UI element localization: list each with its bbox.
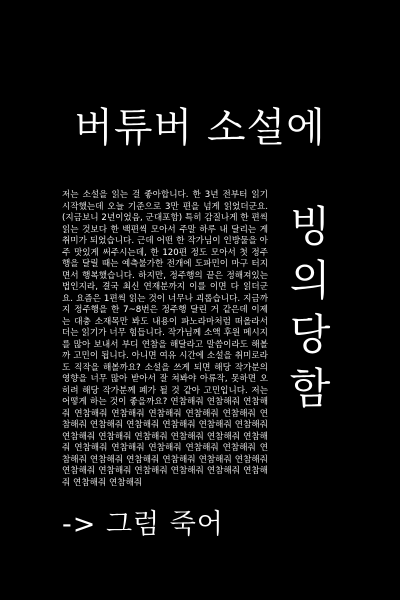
vertical-title-char: 빙: [289, 202, 331, 251]
vertical-title-char: 당: [289, 310, 331, 359]
vertical-title-char: 함: [289, 364, 331, 413]
cover-body-text: 저는 소설을 읽는 걸 좋아합니다. 한 3년 전부터 읽기 시작했는데 오늘 기준으로 3만 편을 넘게 읽었더군요. (지금보니 2년이었음, 군대포함) 특히 감질나게 한 편씩 읽는 것보다 한 백편씩 모아서 주말 하루 내 달리는 게 취미가 되었습니다. 근데 어떤 한 작가님이 인방물을 아주 맛있게 써주시는데, 한 120편 정도 모아서 첫 정주행을 달릴 때는 예측불가한 전개에 도파민이 마구 터지면서 행복했습니다. 하지만, 정주행의 끝은 정해져있는 법인지라, 결국 최신 연재분까지 이를 이면 다 읽더군요. 요즘은 1편씩 읽는 것이 너무나 괴롭습니다. 지금까지 정주행을 한 7~8번은 정주행 달린 거 같은데 이제는 대충 소재목만 봐도 내용이 파노라마처럼 떠올라서 더는 읽기가 너무 힘듭니다. 작가님께 소액 후원 메시지를 많아 보내서 부디 연참을 해달라고 말씀이라도 해볼까 고민이 됩니다. 아니면 여유 시간에 소설을 취미로라도 직작을 해볼까요? 소설을 쓰게 되면 해당 작가분의 영향을 너무 많아 받아서 잘 쳐봐야 아류작, 못하면 오히려 해당 작가분께 폐가 될 것 같아 고민입니다. 저는 어떻게 하는 것이 좋을까요? 연참해줘 연참해줘 연참해줘 연참해줘 연참해줘 연참해줘 연참해줘 연참해줘 연참해줘 연참해줘 연참해줘 연참해줘 연참해줘 연참해줘 연참해줘 연참해줘 연참해줘 연참해줘 연참해줘 연참해줘 연참해줘 연참해줘 연참해줘 연참해줘 연참해줘 연참해줘 연참해줘 연참해줘 연참해줘 연참해줘 연참해줘 연참해줘 연참해줘 연참해줘 연참해줘 연참해줘 연참해줘 연참해줘 연참해줘: [62, 190, 268, 488]
cover-title: 버튜버 소설에: [74, 105, 326, 151]
cover-footer-text: -> 그럼 죽어: [62, 509, 224, 540]
vertical-title: [282, 200, 338, 416]
vertical-title-char: 의: [289, 256, 331, 305]
